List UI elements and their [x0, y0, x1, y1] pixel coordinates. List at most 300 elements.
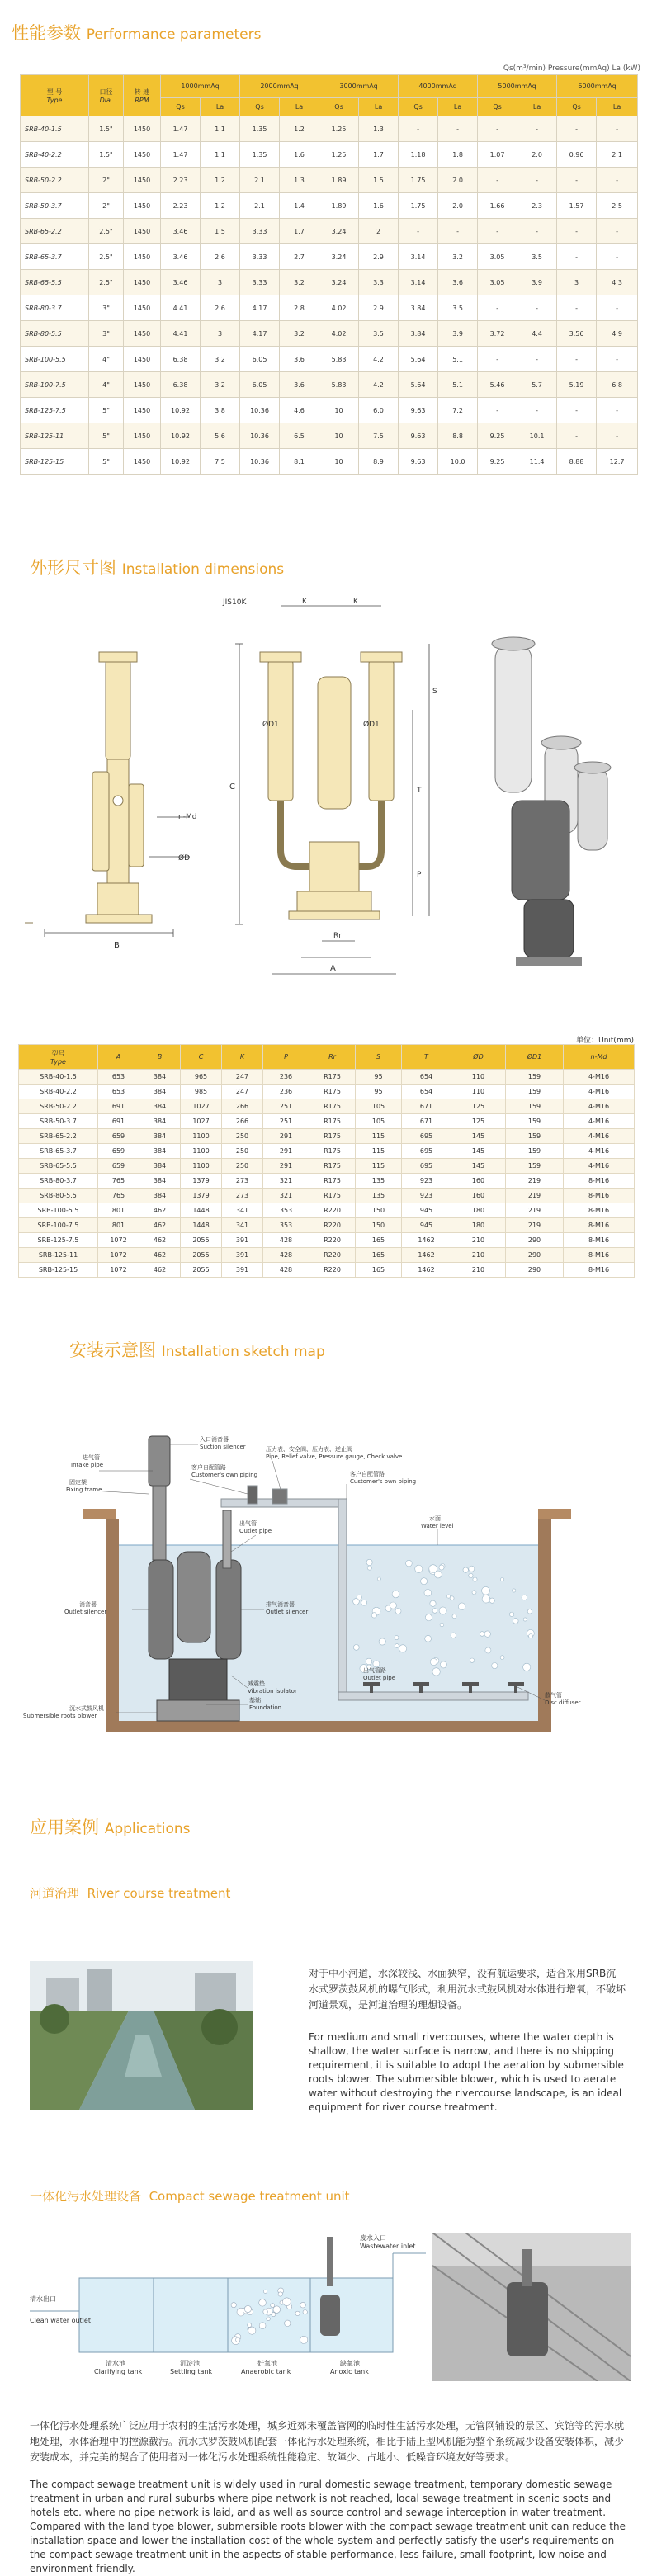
performance-value-cell: 1450: [124, 295, 161, 321]
dimensions-value-cell: 654: [402, 1085, 451, 1099]
dimensions-value-cell: 110: [451, 1070, 506, 1085]
dimensions-value-cell: 251: [263, 1099, 309, 1114]
air-bubble: [395, 1609, 401, 1614]
air-bubble: [361, 1600, 367, 1605]
air-bubble: [379, 1638, 385, 1645]
performance-value-cell: 6.05: [240, 372, 280, 398]
air-bubble: [513, 1589, 516, 1592]
dimensions-model-cell: SRB-50-2.2: [19, 1099, 98, 1114]
performance-value-cell: 3.9: [438, 321, 478, 347]
performance-value-cell: 8.88: [557, 449, 597, 475]
river-photo: [30, 1961, 253, 2110]
performance-row: [21, 193, 638, 219]
performance-value-cell: 1.1: [201, 116, 240, 142]
dims-header-model: [19, 1045, 98, 1070]
air-bubble: [489, 1598, 494, 1603]
label-customer-piping-en: Customer's own piping: [191, 1472, 258, 1478]
label-foundation: 基础: [249, 1697, 261, 1704]
performance-value-cell: 3.8: [201, 398, 240, 423]
dimensions-value-cell: 165: [356, 1248, 402, 1263]
performance-value-cell: 4.02: [319, 295, 359, 321]
performance-value-cell: 4": [89, 372, 124, 398]
dimensions-value-cell: 145: [451, 1129, 506, 1144]
dimensions-value-cell: R175: [309, 1159, 356, 1174]
dimensions-value-cell: R175: [309, 1144, 356, 1159]
perf-header-pressure: 6000mmAq: [557, 75, 638, 98]
performance-value-cell: 1.57: [557, 193, 597, 219]
performance-value-cell: 3.5: [438, 295, 478, 321]
performance-value-cell: 10.92: [161, 449, 201, 475]
label-valves-en: Pipe, Relief valve, Pressure gauge, Check valve: [266, 1453, 403, 1460]
label-tank-2: 沉淀池: [180, 2360, 200, 2367]
perf-header-qs: Qs: [161, 98, 201, 116]
performance-value-cell: -: [557, 219, 597, 244]
air-bubble: [236, 2337, 240, 2342]
performance-value-cell: 1450: [124, 423, 161, 449]
air-bubble: [440, 1623, 444, 1627]
air-bubble: [248, 2323, 252, 2328]
air-bubble: [295, 2311, 300, 2315]
performance-value-cell: 4.41: [161, 295, 201, 321]
dimensions-value-cell: 384: [139, 1174, 181, 1189]
performance-value-cell: 2.5": [89, 270, 124, 295]
dimensions-model-cell: SRB-65-5.5: [19, 1159, 98, 1174]
air-bubble: [523, 1618, 527, 1621]
dimensions-value-cell: 965: [181, 1070, 222, 1085]
dimensions-value-cell: 4-M16: [564, 1070, 635, 1085]
performance-value-cell: 3.24: [319, 244, 359, 270]
label-wastewater-inlet-en: Wastewater inlet: [360, 2243, 416, 2250]
dimensions-value-cell: 219: [506, 1218, 564, 1233]
air-bubble: [271, 2304, 275, 2308]
performance-value-cell: 2.9: [359, 295, 399, 321]
performance-value-cell: -: [597, 347, 638, 372]
performance-value-cell: -: [478, 116, 517, 142]
dimensions-value-cell: 321: [263, 1189, 309, 1203]
air-bubble: [390, 1602, 396, 1609]
dimensions-value-cell: 321: [263, 1174, 309, 1189]
air-bubble: [527, 1609, 532, 1614]
air-bubble: [500, 1656, 504, 1660]
dimensions-value-cell: 945: [402, 1218, 451, 1233]
dimensions-value-cell: 765: [98, 1174, 139, 1189]
dimensions-value-cell: 160: [451, 1174, 506, 1189]
dim-label-dd: ØD: [178, 854, 191, 863]
dimensions-value-cell: 1462: [402, 1263, 451, 1278]
performance-value-cell: 1.1: [201, 142, 240, 168]
applications-title-cn: 应用案例: [30, 1817, 99, 1837]
performance-value-cell: 3.14: [399, 244, 438, 270]
performance-value-cell: 1450: [124, 372, 161, 398]
air-bubble: [399, 1645, 407, 1652]
sketch-title-cn: 安装示意图: [69, 1340, 156, 1360]
dimensions-model-cell: SRB-80-3.7: [19, 1174, 98, 1189]
dimensions-value-cell: 1072: [98, 1248, 139, 1263]
air-bubble: [480, 1632, 484, 1637]
dimensions-model-cell: SRB-125-11: [19, 1248, 98, 1263]
dimensions-value-cell: 1027: [181, 1099, 222, 1114]
dimensions-model-cell: SRB-65-2.2: [19, 1129, 98, 1144]
performance-value-cell: 3.9: [517, 270, 557, 295]
performance-value-cell: 5.1: [438, 372, 478, 398]
performance-value-cell: 4.2: [359, 372, 399, 398]
performance-value-cell: 1450: [124, 142, 161, 168]
performance-value-cell: 3.2: [280, 321, 319, 347]
dimensions-value-cell: 1100: [181, 1159, 222, 1174]
air-bubble: [278, 2292, 282, 2296]
performance-value-cell: 2.5: [597, 193, 638, 219]
label-tank-4-en: Anoxic tank: [330, 2368, 369, 2375]
dimensions-value-cell: 384: [139, 1144, 181, 1159]
dimensions-model-cell: SRB-100-5.5: [19, 1203, 98, 1218]
performance-value-cell: 10.92: [161, 423, 201, 449]
air-bubble: [395, 1636, 399, 1640]
dimensions-value-cell: 462: [139, 1248, 181, 1263]
installation-drawings: [0, 594, 652, 982]
performance-value-cell: 3.24: [319, 270, 359, 295]
air-bubble: [523, 1663, 531, 1671]
dimensions-value-cell: 1100: [181, 1129, 222, 1144]
performance-row: [21, 219, 638, 244]
performance-model-cell: SRB-80-5.5: [21, 321, 89, 347]
performance-value-cell: 1450: [124, 398, 161, 423]
air-bubble: [484, 1631, 490, 1637]
dimensions-value-cell: 923: [402, 1174, 451, 1189]
dimensions-value-cell: 110: [451, 1085, 506, 1099]
compact-unit-photo: [432, 2233, 631, 2381]
dimensions-row: [19, 1174, 635, 1189]
dimensions-value-cell: 180: [451, 1218, 506, 1233]
dimensions-row: [19, 1159, 635, 1174]
perf-header-qs: Qs: [319, 98, 359, 116]
performance-value-cell: 1.89: [319, 193, 359, 219]
performance-value-cell: 2.1: [240, 168, 280, 193]
performance-value-cell: 1450: [124, 168, 161, 193]
performance-value-cell: 2.1: [240, 193, 280, 219]
label-outlet-pipe: 出气管: [239, 1520, 257, 1527]
dimensions-value-cell: 353: [263, 1218, 309, 1233]
performance-value-cell: 1450: [124, 219, 161, 244]
sketch-title-en: Installation sketch map: [161, 1344, 325, 1360]
dimensions-value-cell: 165: [356, 1263, 402, 1278]
performance-value-cell: 3.46: [161, 219, 201, 244]
perf-header-dia: [89, 75, 124, 116]
dimensions-value-cell: 8-M16: [564, 1218, 635, 1233]
performance-value-cell: -: [597, 219, 638, 244]
performance-value-cell: 1.66: [478, 193, 517, 219]
dimensions-value-cell: 4-M16: [564, 1099, 635, 1114]
performance-value-cell: 1.18: [399, 142, 438, 168]
performance-value-cell: 2": [89, 193, 124, 219]
dimensions-value-cell: 290: [506, 1233, 564, 1248]
dimensions-row: [19, 1218, 635, 1233]
dimensions-value-cell: 247: [222, 1085, 263, 1099]
dimensions-value-cell: 1072: [98, 1263, 139, 1278]
dimensions-value-cell: 1072: [98, 1233, 139, 1248]
label-submersible-blower: 沉水式鼓风机: [69, 1705, 104, 1712]
performance-value-cell: 2.23: [161, 193, 201, 219]
air-bubble: [482, 1595, 490, 1604]
performance-value-cell: 2.0: [517, 142, 557, 168]
performance-value-cell: 9.25: [478, 449, 517, 475]
compact-title-cn: 一体化污水处理设备: [30, 2189, 142, 2204]
performance-value-cell: 5.64: [399, 347, 438, 372]
performance-value-cell: 1.2: [201, 193, 240, 219]
performance-value-cell: 6.0: [359, 398, 399, 423]
performance-value-cell: -: [557, 295, 597, 321]
dimensions-value-cell: 384: [139, 1099, 181, 1114]
perf-header-pressure: 1000mmAq: [161, 75, 240, 98]
compact-title-en: Compact sewage treatment unit: [149, 2189, 350, 2204]
air-bubble: [415, 1565, 423, 1572]
performance-value-cell: 3.6: [438, 270, 478, 295]
air-bubble: [366, 1559, 372, 1565]
performance-value-cell: -: [597, 116, 638, 142]
dimensions-value-cell: 671: [402, 1114, 451, 1129]
compact-text-en: The compact sewage treatment unit is widely used in rural domestic sewage treatment, temporary domestic sewage treatment in urban and rural suburbs where pipe network is not reached, local sewage treatment in scenic spots and hotels etc. where no pipe network is laid, and as well as source control and sewage interception in water treatment. Compared with the land type blower, submersible roots blower with the compact sewage treatment unit can reduce the installation space and lower the installation cost of the whole system and perfectly satisfy the user's requirements on the compact sewage treatment unit in the aspects of stable performance, less failure, small footprint, low noise and environment friendly.: [30, 2479, 626, 2574]
performance-value-cell: 5.83: [319, 347, 359, 372]
dims-header-cell: P: [263, 1045, 309, 1070]
dimensions-value-cell: 2055: [181, 1263, 222, 1278]
dimensions-value-cell: 384: [139, 1070, 181, 1085]
performance-value-cell: 1.5": [89, 142, 124, 168]
performance-value-cell: 10: [319, 398, 359, 423]
performance-value-cell: -: [399, 116, 438, 142]
performance-value-cell: 10.36: [240, 398, 280, 423]
label-tank-3-en: Anaerobic tank: [241, 2368, 291, 2375]
dimensions-value-cell: 923: [402, 1189, 451, 1203]
dimensions-value-cell: 95: [356, 1070, 402, 1085]
performance-value-cell: 1.8: [438, 142, 478, 168]
performance-value-cell: 7.5: [359, 423, 399, 449]
performance-row: [21, 168, 638, 193]
air-bubble: [429, 1565, 437, 1573]
air-bubble: [439, 1607, 446, 1614]
dimensions-row: [19, 1114, 635, 1129]
air-bubble: [353, 1599, 360, 1605]
label-clean-water-outlet-en: Clean water outlet: [30, 2317, 91, 2324]
label-outlet-silencer: 消音器: [79, 1601, 97, 1608]
label-tank-1-en: Clarifying tank: [94, 2368, 143, 2375]
dimensions-value-cell: 428: [263, 1248, 309, 1263]
label-tank-3: 好氧池: [257, 2360, 277, 2367]
dimensions-value-cell: 266: [222, 1099, 263, 1114]
dim-label-s: S: [432, 688, 437, 696]
label-customer-piping-2: 客户自配管路: [350, 1471, 385, 1477]
dimensions-value-cell: 1100: [181, 1144, 222, 1159]
air-bubble: [432, 1668, 440, 1676]
performance-value-cell: 3.6: [280, 347, 319, 372]
label-tank-4: 缺氧池: [340, 2360, 360, 2367]
applications-title: [30, 1814, 191, 1839]
label-water-level-en: Water level: [421, 1523, 454, 1529]
performance-value-cell: 1450: [124, 449, 161, 475]
dimensions-value-cell: 8-M16: [564, 1233, 635, 1248]
performance-title: [12, 20, 261, 45]
dimensions-value-cell: 115: [356, 1144, 402, 1159]
performance-value-cell: 2.0: [438, 168, 478, 193]
performance-value-cell: -: [517, 398, 557, 423]
dimensions-value-cell: R175: [309, 1085, 356, 1099]
performance-value-cell: 1.47: [161, 116, 201, 142]
perf-header-pressure: 4000mmAq: [399, 75, 478, 98]
dimensions-value-cell: 1448: [181, 1203, 222, 1218]
performance-value-cell: 1.7: [280, 219, 319, 244]
label-customer-piping-2-en: Customer's own piping: [350, 1478, 417, 1485]
installation-title-en: Installation dimensions: [121, 561, 285, 578]
dimensions-row: [19, 1144, 635, 1159]
performance-value-cell: 1450: [124, 270, 161, 295]
air-bubble: [452, 1614, 456, 1619]
performance-model-cell: SRB-65-3.7: [21, 244, 89, 270]
performance-value-cell: 1.5: [359, 168, 399, 193]
performance-value-cell: 3.05: [478, 244, 517, 270]
performance-value-cell: 6.38: [161, 372, 201, 398]
river-title: [30, 1884, 230, 1902]
air-bubble: [366, 1658, 372, 1665]
air-bubble: [244, 2305, 251, 2312]
perf-header-la: La: [517, 98, 557, 116]
compact-unit-diagram: [30, 2229, 442, 2394]
performance-value-cell: 8.9: [359, 449, 399, 475]
label-water-level: 水面: [429, 1515, 441, 1522]
label-fixing-frame: 固定架: [69, 1479, 87, 1486]
performance-value-cell: 3.33: [240, 270, 280, 295]
perf-header-model-cn: 型 号: [46, 87, 63, 96]
dimensions-value-cell: 801: [98, 1203, 139, 1218]
performance-value-cell: 3.72: [478, 321, 517, 347]
performance-value-cell: 1.3: [359, 116, 399, 142]
performance-value-cell: -: [517, 168, 557, 193]
performance-value-cell: -: [597, 244, 638, 270]
dimensions-value-cell: 384: [139, 1085, 181, 1099]
air-bubble: [509, 1612, 513, 1616]
dims-header-cell: ØD: [451, 1045, 506, 1070]
dimensions-value-cell: 1448: [181, 1218, 222, 1233]
dimensions-value-cell: 384: [139, 1129, 181, 1144]
label-outlet-silencer-en: Outlet silencer: [64, 1609, 107, 1615]
air-bubble: [425, 1635, 432, 1642]
dimensions-value-cell: 150: [356, 1218, 402, 1233]
performance-value-cell: 5.83: [319, 372, 359, 398]
dimensions-value-cell: 150: [356, 1203, 402, 1218]
air-bubble: [446, 1595, 450, 1598]
dims-header-cell: A: [98, 1045, 139, 1070]
dimensions-model-cell: SRB-125-7.5: [19, 1233, 98, 1248]
performance-value-cell: 2.9: [359, 244, 399, 270]
performance-row: [21, 321, 638, 347]
performance-value-cell: 1450: [124, 193, 161, 219]
label-outlet-pipe-2: 出气管路: [363, 1667, 386, 1674]
dimensions-model-cell: SRB-125-15: [19, 1263, 98, 1278]
performance-model-cell: SRB-65-2.2: [21, 219, 89, 244]
dim-label-rr: Rr: [333, 932, 342, 940]
performance-value-cell: 3.56: [557, 321, 597, 347]
performance-value-cell: 3.3: [359, 270, 399, 295]
dimensions-value-cell: 105: [356, 1114, 402, 1129]
dimensions-value-cell: R220: [309, 1233, 356, 1248]
dimensions-value-cell: 462: [139, 1263, 181, 1278]
dimensions-unit-note: 单位：Unit(mm): [576, 1037, 634, 1045]
performance-model-cell: SRB-80-3.7: [21, 295, 89, 321]
performance-value-cell: 1450: [124, 321, 161, 347]
air-bubble: [451, 1633, 456, 1638]
air-bubble: [263, 2309, 268, 2314]
dimensions-value-cell: R175: [309, 1070, 356, 1085]
dimensions-value-cell: 1462: [402, 1233, 451, 1248]
performance-value-cell: 3: [557, 270, 597, 295]
dimensions-value-cell: 384: [139, 1114, 181, 1129]
perf-header-qs: Qs: [399, 98, 438, 116]
performance-value-cell: 1.47: [161, 142, 201, 168]
dimensions-value-cell: 2055: [181, 1248, 222, 1263]
performance-value-cell: 1.35: [240, 142, 280, 168]
dimensions-value-cell: 391: [222, 1263, 263, 1278]
label-disc-diffuser-en: Disc diffuser: [545, 1699, 581, 1706]
dimensions-value-cell: 8-M16: [564, 1189, 635, 1203]
dim-label-p: P: [417, 871, 422, 879]
performance-value-cell: 1.75: [399, 193, 438, 219]
label-fixing-frame-en: Fixing frame: [66, 1487, 102, 1493]
dims-header-cell: S: [356, 1045, 402, 1070]
dimensions-value-cell: 671: [402, 1099, 451, 1114]
label-outlet-silencer-2-en: Outlet silencer: [266, 1609, 309, 1615]
performance-value-cell: -: [597, 295, 638, 321]
performance-model-cell: SRB-50-2.2: [21, 168, 89, 193]
dimensions-row: [19, 1129, 635, 1144]
performance-value-cell: 2.5": [89, 219, 124, 244]
label-outlet-pipe-2-en: Outlet pipe: [363, 1675, 396, 1681]
performance-value-cell: -: [557, 347, 597, 372]
air-bubble: [522, 1595, 527, 1600]
performance-value-cell: -: [438, 219, 478, 244]
dimensions-value-cell: 250: [222, 1144, 263, 1159]
air-bubble: [285, 2320, 291, 2326]
performance-value-cell: 5": [89, 449, 124, 475]
performance-title-en: Performance parameters: [86, 26, 262, 43]
performance-value-cell: -: [478, 398, 517, 423]
label-customer-piping: 客户自配管路: [191, 1464, 226, 1471]
performance-model-cell: SRB-40-1.5: [21, 116, 89, 142]
performance-value-cell: 1450: [124, 244, 161, 270]
perf-header-model: [21, 75, 89, 116]
dimensions-value-cell: R175: [309, 1174, 356, 1189]
dimensions-row: [19, 1189, 635, 1203]
dimensions-value-cell: 462: [139, 1218, 181, 1233]
dimensions-value-cell: 765: [98, 1189, 139, 1203]
performance-value-cell: 3: [201, 321, 240, 347]
dimensions-value-cell: R175: [309, 1189, 356, 1203]
label-intake-pipe-en: Intake pipe: [71, 1462, 104, 1468]
dimensions-value-cell: 159: [506, 1159, 564, 1174]
perf-header-qs: Qs: [478, 98, 517, 116]
performance-value-cell: 3.24: [319, 219, 359, 244]
dimensions-value-cell: 125: [451, 1114, 506, 1129]
performance-value-cell: -: [399, 219, 438, 244]
performance-row: [21, 142, 638, 168]
dimensions-value-cell: 654: [402, 1070, 451, 1085]
dimensions-value-cell: 291: [263, 1144, 309, 1159]
air-bubble: [439, 1565, 444, 1570]
dimensions-value-cell: 219: [506, 1203, 564, 1218]
dimensions-value-cell: 391: [222, 1248, 263, 1263]
dim-label-od1: ØD1: [262, 721, 279, 729]
performance-value-cell: 4.41: [161, 321, 201, 347]
performance-value-cell: 5.19: [557, 372, 597, 398]
dimensions-value-cell: R220: [309, 1263, 356, 1278]
performance-value-cell: -: [557, 423, 597, 449]
dimensions-value-cell: R220: [309, 1203, 356, 1218]
